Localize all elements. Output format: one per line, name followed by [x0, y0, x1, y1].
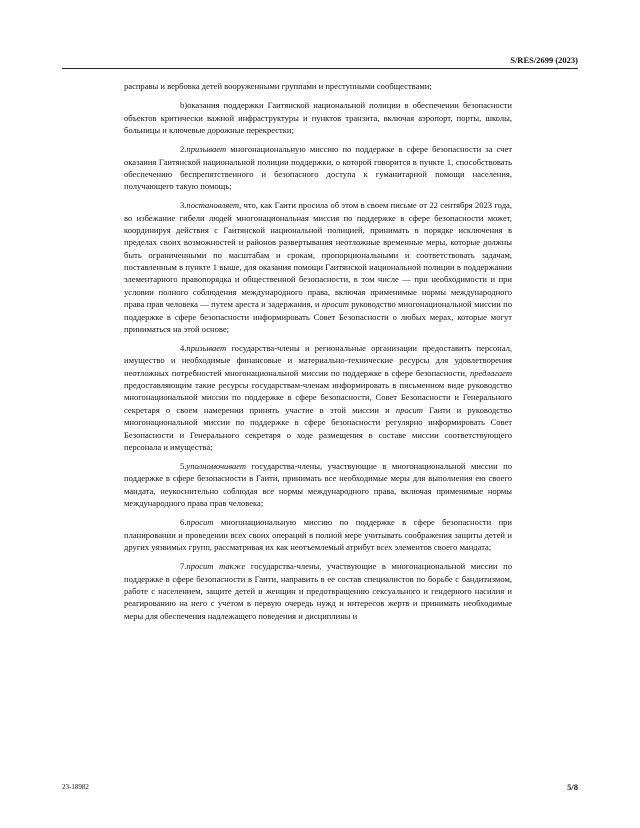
paragraph-text: многонациональную миссию по поддержке в сфере безопасности за счет оказания Гаитянской национальной полиции поддержки, о которой говорится в пункте 1, способствовать обеспечению беспрепятственного и безопасного доступа к гуманитарной помощи населения, получающего такую помощь; — [124, 144, 512, 192]
operative-keyword: просит также — [186, 561, 246, 572]
operative-keyword: просит — [186, 517, 214, 528]
paragraph-5 — [124, 460, 512, 509]
paragraph-text: расправы и вербовка детей вооруженными группами и преступными сообществами; — [124, 81, 432, 91]
paragraph-7 — [124, 560, 512, 622]
paragraph-2 — [124, 143, 512, 192]
paragraph-text: руководство многонациональной миссии по поддержке в сфере безопасности информировать Совет Безопасности о любых мерах, которые могут приниматься на этой основе; — [124, 299, 512, 334]
paragraph-text: , что, как Гаити просила об этом в своем письме от 22 сентября 2023 года, во избежание гибели людей многонациональная миссия по поддержке в сфере безопасности может, координируя действия с Гаитянской национальной полицией, принимать в порядке исключения в пределах своих возможностей и районов развертывания неотложные временные меры, которые должны быть ограниченными по масштабам и срокам, пропорциональными и соответствовать задачам, поставленным в пункте 1 выше, для оказания помощи Гаитянской национальной полиции в поддержании элементарного правопорядка и общественной безопасности, в том числе — при необходимости и при условии полного соблюдения международного права, включая применимые нормы международного права прав человека — путем ареста и задержания, и — [124, 200, 512, 310]
operative-keyword: уполномочивает — [186, 461, 247, 472]
operative-keyword: призывает — [186, 343, 227, 354]
paragraph-number: 7. — [180, 561, 187, 572]
paragraph-number: 2. — [180, 144, 187, 155]
operative-keyword: просит — [321, 299, 349, 310]
paragraph-text: государства-члены, участвующие в многонациональной миссии по поддержке в сфере безопасности в Гаити, принимать все необходимые меры для выполнения ею своего мандата, неукоснительно соблюдая все нормы международного права, включая применимые нормы международного права прав человека; — [124, 461, 512, 509]
paragraph-6 — [124, 516, 512, 553]
paragraph-text: предоставляющим такие ресурсы государствам-членам информировать в письменном виде руководство многонациональной миссии по поддержке в сфере безопасности, Совет Безопасности и Генерального секретаря о своем намерении принять участие в этой миссии и — [124, 380, 512, 415]
operative-keyword: постановляет — [186, 200, 240, 211]
paragraph-text: государства-члены, участвующие в многонациональной миссии по поддержке в сфере безопасности в Гаити, направить в ее состав специалистов по борьбе с бандитизмом, работе с населением, защите детей и женщин и предотвращению сексуального и гендерного насилия и реагированию на него с учетом в первую очередь нужд и интересов жертв и принимать необходимые меры для обеспечения надлежащего поведения и дисциплины и — [124, 561, 512, 621]
paragraph-text: оказания поддержки Гаитянской национальной полиции в обеспечении безопасности объектов критически важной инфраструктуры и пунктов транзита, включая аэропорт, порты, школы, больницы и ключевые дорожные перекрестки; — [124, 100, 512, 135]
operative-keyword: просит — [395, 404, 423, 415]
resolution-body — [124, 80, 512, 629]
operative-keyword: призывает — [186, 144, 227, 155]
paragraph-continuation — [124, 80, 512, 92]
paragraph-number: 4. — [180, 343, 187, 354]
paragraph-number: 3. — [180, 200, 187, 211]
paragraph-text: Гаити и руководство многонациональной миссии по поддержке в сфере безопасности регулярно информировать Совет Безопасности и Генерального секретаря о ходе размещения в составе миссии соответствующего персонала и имущества; — [124, 404, 512, 452]
paragraph-text: государства-члены и региональные организации предоставить персонал, имущество и необходимые финансовые и материально-технические ресурсы для удовлетворения неотложных потребностей многонациональной миссии по поддержке в сфере безопасности, — [124, 343, 512, 378]
paragraph-4 — [124, 342, 512, 453]
document-code: 23-18982 — [62, 783, 89, 791]
paragraph-subitem-b — [124, 99, 512, 136]
document-reference: S/RES/2699 (2023) — [510, 55, 578, 65]
paragraph-text: многонациональную миссию по поддержке в сфере безопасности при планировании и проведении всех своих операций в полной мере учитывать соображения защиты детей и других уязвимых групп, рассматривая их как неотъемлемый атрибут всех элементов своего мандата; — [124, 517, 512, 553]
header-divider — [62, 68, 578, 69]
paragraph-3 — [124, 199, 512, 335]
paragraph-number: 6. — [180, 517, 187, 528]
page-number: 5/8 — [567, 782, 578, 792]
paragraph-number: 5. — [180, 461, 187, 472]
operative-keyword: предлагает — [469, 367, 512, 378]
paragraph-number: b) — [180, 100, 188, 111]
